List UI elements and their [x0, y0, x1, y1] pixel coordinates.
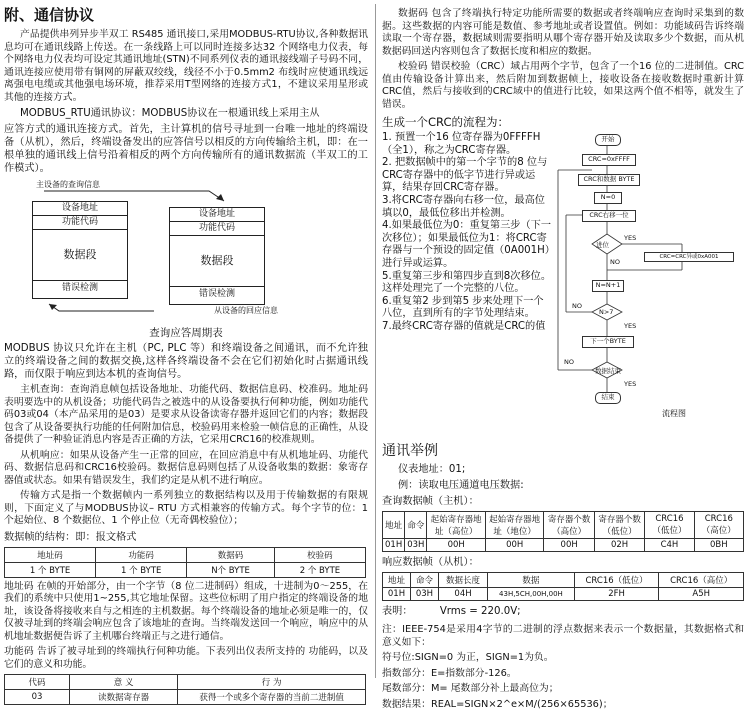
flow-xor-const: CRC=CRC异或0xA001 [644, 252, 734, 262]
resp-value-address: 01H [383, 588, 411, 601]
result-line [382, 605, 744, 618]
query-header-crc-high: CRC16（高位） [694, 512, 743, 539]
flow-carry: 进位 [596, 241, 609, 249]
device-address: 仪表地址：01; [398, 464, 466, 475]
transfer-mode-paragraph: 传输方式是指一个数据帧内一系列独立的数据结构以及用于传输数据的有限规则，下面定义了与MODBUS协议– RTU 方式相兼容的传输方式。每个字节的位：1 个起始位、8 个数据位、1 个停止位（无奇偶校验位）； [4, 490, 368, 526]
diagram-bottom-label: 从设备的回应信息 [214, 306, 278, 315]
crc-steps [382, 132, 552, 334]
data-code-paragraph: 数据码 包含了终端执行特定功能所需要的数据或者终端响应查询时采集到的数据。这些数据的内容可能是数值、参考地址或者设置值。例如：功能域码告诉终端读取一个寄存器，数据域则需要指明从哪个寄存器开始及读取多少个数据，而从机数据码回送内容则包含了数据长度和相应的数据。 [382, 8, 744, 57]
flow-caption: 流程图 [662, 409, 686, 418]
frame-value-function: 1 个 BYTE [96, 562, 187, 577]
query-header-count-high: 寄存器个数（高位） [544, 512, 594, 539]
resp-value-data: 43H,5CH,00H,00H [488, 588, 575, 601]
flow-no-1: NO [610, 258, 620, 266]
query-header-start-high: 起始寄存器地址（高位） [427, 512, 486, 539]
check-code-paragraph: 校验码 错误校验（CRC）域占用两个字节，包含了一个16 位的二进制值。CRC值由传输设备计算出来，然后附加到数据帧上，接收设备在接收数据时重新计算CRC值，然后与接收到的CRC域中的值进行比较，如果这两个值不相等，就发生了错误。 [382, 61, 744, 110]
query-header-crc-low: CRC16（低位） [645, 512, 694, 539]
func-row-code: 03 [5, 690, 70, 705]
flow-yes-2: YES [624, 322, 637, 330]
note-result: 数据结果：REAL=SIGN×2^e×M/(256×65536)； [382, 698, 613, 710]
frame-value-data: N个 BYTE [187, 562, 275, 577]
query-response-diagram [4, 179, 368, 321]
flow-yes-3: YES [624, 380, 637, 388]
flow-end: 结束 [595, 392, 621, 404]
query-header-start-low: 起始寄存器地址（地位） [485, 512, 544, 539]
crc-step-3: 3.将CRC寄存器向右移一位，最高位填以0，最低位移出并检测。 [382, 194, 545, 219]
example-description: 例：读取电压通道电压数据: [398, 480, 524, 491]
query-value-count-low: 02H [594, 539, 644, 552]
flow-inc: N=N+1 [592, 280, 624, 292]
query-value-crc-low: C4H [645, 539, 694, 552]
note-exponent: 指数部分：E=指数部分-126。 [382, 667, 517, 679]
modbus-paragraph: MODBUS 协议只允许在主机（PC, PLC 等）和终端设备之间通讯，而不允许独立的终端设备之间的数据交换,这样各终端设备不会在它们初始化时占据通讯线路，而仅限于响应到达本机的查询信号。 [4, 343, 368, 380]
slave-check-row: 错误检测 [198, 289, 235, 299]
note-ieee754: 注：IEEE-754是采用4字节的二进制的浮点数据来表示一个数据量，其数据格式和意义如下： [382, 624, 744, 648]
query-frame-table [382, 511, 744, 552]
flow-no-3: NO [564, 358, 574, 366]
flow-yes-1: YES [624, 234, 637, 242]
note-mantissa: 尾数部分：M= 尾数部分补上最高位为； [382, 683, 559, 694]
note-sign: 符号位:SIGN=0 为正，SIGN=1为负。 [382, 652, 554, 663]
column-divider [375, 4, 376, 678]
query-header-count-low: 寄存器个数（低位） [594, 512, 644, 539]
func-header-code: 代码 [5, 675, 70, 690]
diagram-caption: 查询应答周期表 [149, 327, 223, 339]
address-code-paragraph: 地址码 在帧的开始部分，由一个字节（8 位二进制码）组成，十进制为0～255，在我们的系统中只使用1~255,其它地址保留。这些位标明了用户指定的终端设备的地址，该设备将接收来自与之相连的主机数据。每个终端设备的地址必须是唯一的，仅仅被寻址到的终端会响应包含了该地址的查询。当终端发送回一个响应，响应中的从机地址数据便告诉了主机哪台终端正与之进行通信。 [4, 580, 368, 642]
response-frame-table [382, 572, 744, 601]
func-header-behavior: 行 为 [178, 675, 366, 690]
resp-header-length: 数据长度 [438, 573, 487, 588]
function-code-paragraph: 功能码 告诉了被寻址到的终端执行何种功能。下表列出仪表所支持的 功能码，以及它们的意义和功能。 [4, 646, 368, 670]
frame-header-check: 校验码 [274, 547, 365, 562]
crc-step-4: 4.如果最低位为0：重复第三步（下一次移位）；如果最低位为1：将CRC寄存器与一个预设的固定值（0A001H）进行异或运算。 [382, 220, 552, 269]
master-slave-paragraph: 应答方式的通讯连接方式。首先，主计算机的信号寻址到一台唯一地址的终端设备（从机），然后，终端设备发出的应答信号以相反的方向传输给主机，即：在一根单独的通讯线上信号沿着相反的两个方向传输所有的通讯数据流（半双工的工作模式）。 [4, 124, 368, 174]
flow-init: CRC=0xFFFF [582, 154, 636, 166]
flow-start: 开始 [595, 134, 621, 146]
crc-title: 生成一个CRC的流程为： [382, 115, 509, 129]
func-header-meaning: 意 义 [69, 675, 177, 690]
resp-header-crc-low: CRC16（低位） [574, 573, 659, 588]
flow-xor-byte: CRC和数据 BYTE [578, 174, 640, 186]
query-header-command: 命令 [405, 512, 427, 539]
section-title: 附、通信协议 [4, 6, 95, 24]
frame-header-data: 数据码 [187, 547, 275, 562]
frame-header-function: 功能码 [96, 547, 187, 562]
master-data-row: 数据段 [33, 230, 127, 281]
flow-shift: CRC右移一位 [582, 210, 636, 222]
slave-function-row: 功能代码 [170, 222, 264, 236]
intro-paragraph: 产品提供串列异步半双工 RS485 通讯接口,采用MODBUS-RTU协议,各种数据讯息均可在通讯线路上传送。在一条线路上可以同时连接多达32 个网络电力仪表，每个网络电力仪表均可设定其通讯地址(STN)不同系列仪表的通讯接线端子号码不同，通讯连接应使用带有铜网的屏蔽双绞线，线径不小于0.5mm2 布线时应使通讯线远离强电电缆或其他强电场环境，推荐采用T型网络的连接方式1，不建议采用星形或其他的连接方式。 [4, 29, 368, 103]
resp-header-address: 地址 [383, 573, 411, 588]
func-row-meaning: 读数据寄存器 [69, 690, 177, 705]
response-frame-title: 响应数据帧（从机）： [382, 557, 479, 568]
frame-value-address: 1 个 BYTE [5, 562, 96, 577]
query-value-count-high: 00H [544, 539, 594, 552]
resp-value-length: 04H [438, 588, 487, 601]
slave-address-row: 设备地址 [170, 208, 264, 222]
diagram-top-label: 主设备的查询信息 [36, 180, 100, 189]
resp-header-data: 数据 [488, 573, 575, 588]
query-value-start-high: 00H [427, 539, 486, 552]
master-check-row: 错误检测 [61, 283, 98, 293]
slave-data-row: 数据段 [170, 236, 264, 287]
crc-step-2: 2. 把数据帧中的第一个字节的8 位与CRC寄存器中的低字节进行异或运算，结果存回CRC寄存器。 [382, 157, 548, 194]
resp-value-crc-high: A5H [659, 588, 744, 601]
master-query-paragraph: 主机查询：查询消息帧包括设备地址、功能代码、数据信息码、校准码。地址码表明要选中的从机设备；功能代码告之被选中的从设备要执行何种功能，例如功能代码03或04（本产品采用的是03）是要求从设备读寄存器并返回它们的内容；数据段包含了从设备要执行功能的任何附加信息，校验码用来检验一帧信息的正确性，从设备提供了一种验证消息内容是否正确的方法，它采用CRC16的校准规则。 [4, 384, 368, 445]
master-frame-box [32, 201, 128, 299]
modbus-intro: MODBUS_RTU通讯协议：MODBUS协议在一根通讯线上采用主从 [20, 108, 320, 119]
slave-frame-box [169, 207, 265, 305]
crc-flowchart [552, 130, 742, 430]
slave-response-paragraph: 从机响应：如果从设备产生一正常的回应，在回应消息中有从机地址码、功能代码、数据信息码和CRC16校验码。数据信息码则包括了从设备收集的数据：象寄存器值或状态。如果有错误发生，我们约定是从机不进行响应。 [4, 449, 368, 486]
flow-data-end: 数据结束 [595, 367, 621, 375]
query-value-start-low: 00H [485, 539, 544, 552]
flow-next-byte: 下一个BYTE [582, 336, 634, 348]
left-column [4, 4, 368, 705]
resp-value-command: 03H [410, 588, 438, 601]
master-address-row: 设备地址 [33, 202, 127, 216]
crc-step-1: 1. 预置一个16 位寄存器为0FFFFH（全1），称之为CRC寄存器。 [382, 132, 541, 156]
result-label: 表明： [382, 606, 413, 617]
frame-structure-table [4, 547, 366, 578]
crc-section [382, 132, 744, 434]
query-header-address: 地址 [383, 512, 405, 539]
example-title: 通讯举例 [382, 443, 438, 459]
right-column [382, 8, 744, 714]
flow-n0: N=0 [594, 192, 622, 204]
frame-header-address: 地址码 [5, 547, 96, 562]
resp-value-crc-low: 2FH [574, 588, 659, 601]
resp-header-crc-high: CRC16（高位） [659, 573, 744, 588]
flow-n-gt7: N>7 [599, 308, 614, 316]
crc-step-6: 6.重复第2 步到第5 步来处理下一个八位，直到所有的字节处理结束。 [382, 295, 544, 320]
crc-step-5: 5.重复第三步和第四步直到8次移位。这样处理完了一个完整的八位。 [382, 270, 552, 295]
result-value: Vrms = 220.0V; [439, 606, 521, 617]
resp-header-command: 命令 [410, 573, 438, 588]
function-code-table [4, 674, 366, 705]
crc-step-7: 7.最终CRC寄存器的值就是CRC的值 [382, 320, 546, 332]
query-value-address: 01H [383, 539, 405, 552]
flow-no-2: NO [572, 302, 582, 310]
query-value-crc-high: 0BH [694, 539, 743, 552]
func-row-behavior: 获得一个或多个寄存器的当前二进制值 [178, 690, 366, 705]
master-function-row: 功能代码 [33, 216, 127, 230]
query-value-command: 03H [405, 539, 427, 552]
frame-structure-title: 数据帧的结构：即：报文格式 [4, 531, 137, 543]
frame-value-check: 2 个 BYTE [274, 562, 365, 577]
query-frame-title: 查询数据帧（主机）： [382, 496, 479, 507]
